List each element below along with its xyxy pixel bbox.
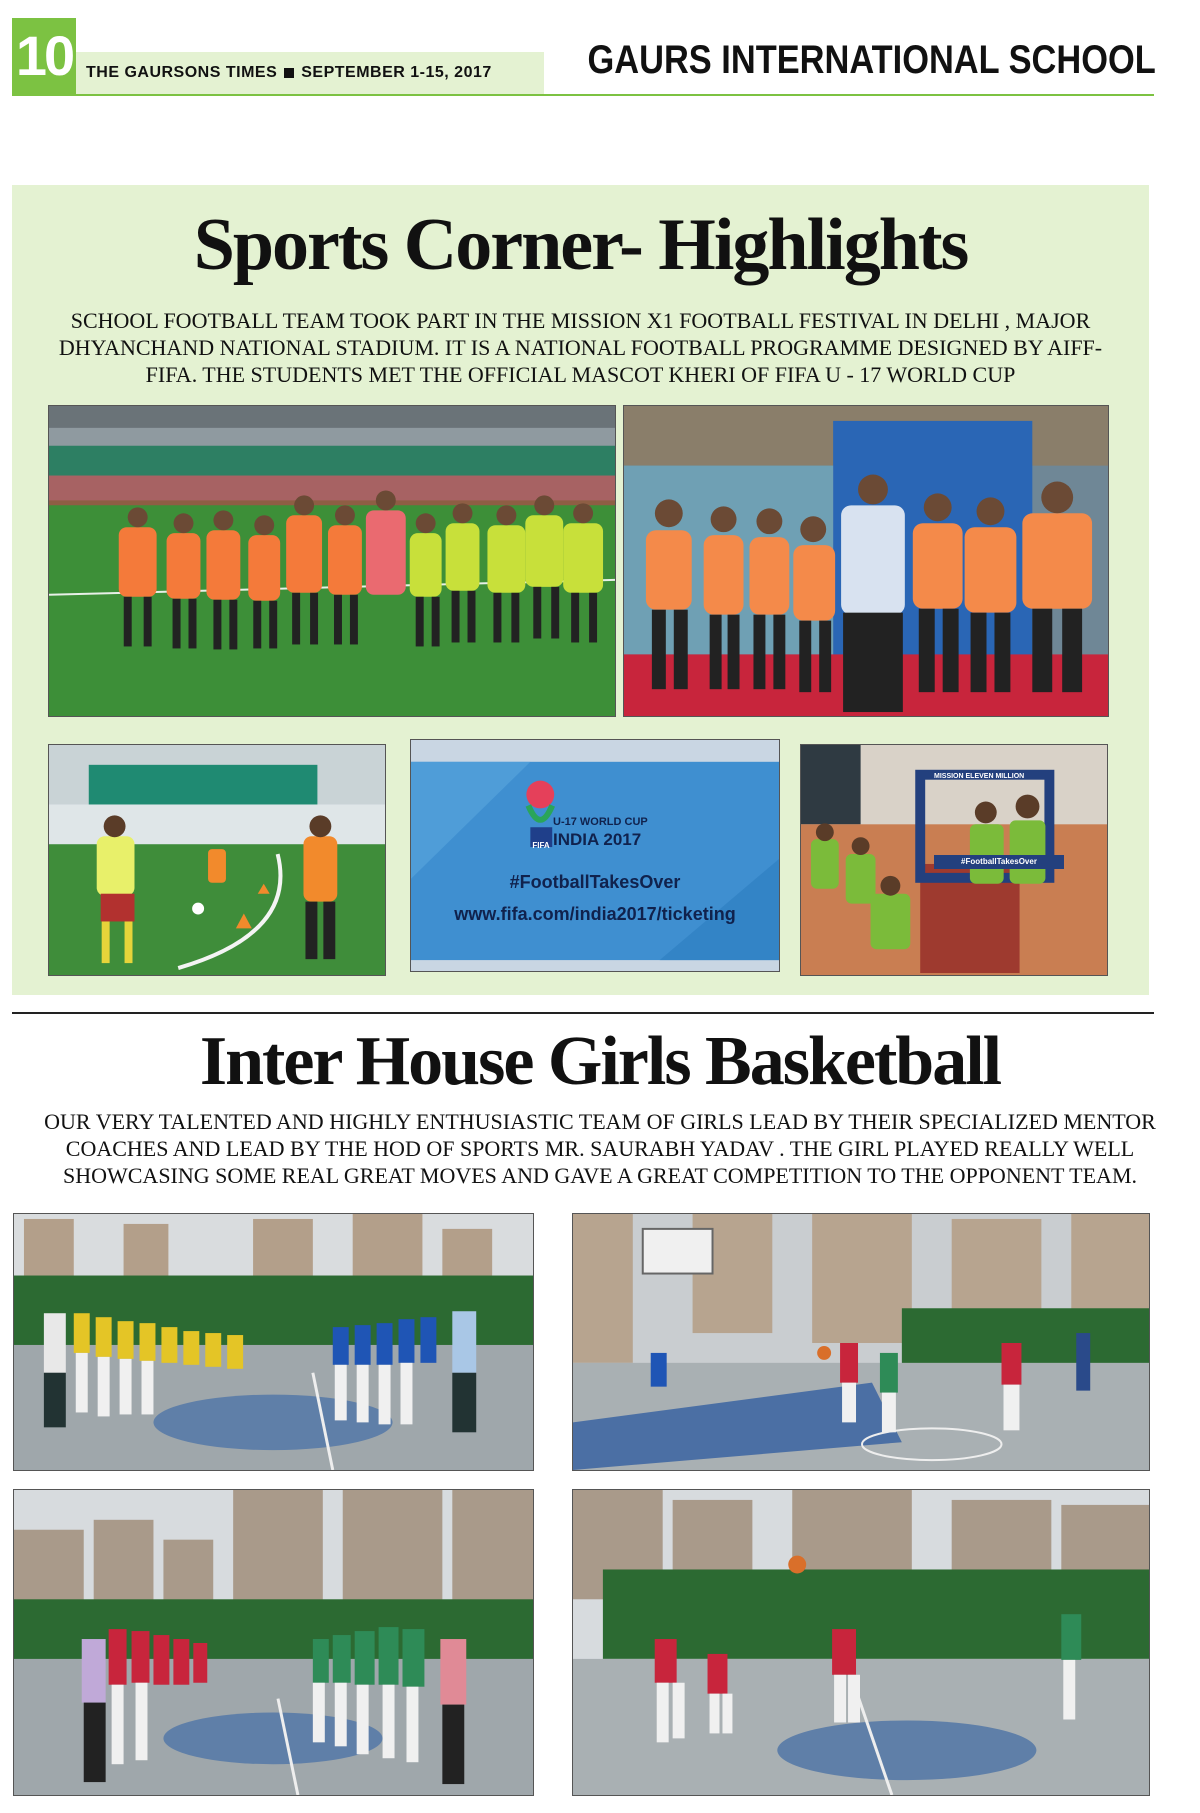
photo-basketball-match-2	[572, 1489, 1150, 1796]
photo-basketball-team-lineup-red-green	[13, 1489, 534, 1796]
photo-football-team-stadium	[48, 405, 616, 717]
basketball-description: OUR VERY TALENTED AND HIGHLY ENTHUSIASTIC TEAM OF GIRLS LEAD BY THEIR SPECIALIZED MENTOR COACHES AND LEAD BY THE HOD OF SPORTS MR. SAURABH YADAV . THE GIRL PLAYED REALLY WELL SHOWCASING SOME REAL GREAT MOVES AND GAVE A GREAT COMPETITION TO THE OPPONENT TEAM.	[44, 1109, 1156, 1188]
banner-url: www.fifa.com/india2017/ticketing	[454, 904, 736, 924]
banner-hashtag: #FootballTakesOver	[509, 872, 681, 892]
sports-corner-description: SCHOOL FOOTBALL TEAM TOOK PART IN THE MISSION X1 FOOTBALL FESTIVAL IN DELHI , MAJOR DHYANCHAND NATIONAL STADIUM. IT IS A NATIONAL FOOTBALL PROGRAMME DESIGNED BY AIFF-FIFA. THE STUDENTS MET THE OFFICIAL MASCOT KHERI OF FIFA U - 17 WORLD CUP	[58, 308, 1103, 387]
issue-date: SEPTEMBER 1-15, 2017	[301, 64, 492, 81]
selfie-frame-hashtag: #FootballTakesOver	[934, 855, 1064, 869]
section-divider	[12, 1012, 1154, 1014]
fifa-logo-text: FIFA	[532, 841, 550, 850]
publication-bar	[76, 52, 544, 94]
selfie-frame-top-text: MISSION ELEVEN MILLION	[934, 773, 1025, 780]
match-2-illustration	[573, 1490, 1149, 1795]
publication-name: THE GAURSONS TIMES	[86, 64, 278, 81]
stadium-team-illustration	[49, 406, 615, 716]
header-rule	[12, 94, 1154, 96]
basketball-title: Inter House Girls Basketball	[199, 1023, 1001, 1100]
square-bullet-icon	[284, 68, 294, 78]
photo-fifa-banner	[410, 739, 780, 972]
drill-illustration	[49, 745, 385, 975]
photo-football-drill	[48, 744, 386, 976]
sports-corner-title: Sports Corner- Highlights	[193, 204, 968, 286]
school-name: GAURS INTERNATIONAL SCHOOL	[587, 38, 1156, 82]
lineup-red-green-illustration	[14, 1490, 533, 1795]
photo-basketball-match-1	[572, 1213, 1150, 1471]
banner-event: U-17 WORLD CUP	[553, 816, 648, 828]
lineup-yellow-illustration	[14, 1214, 533, 1470]
photo-basketball-team-lineup-yellow	[13, 1213, 534, 1471]
match-1-illustration	[573, 1214, 1149, 1470]
banner-host: INDIA 2017	[553, 830, 642, 849]
fifa-banner-board	[411, 740, 779, 971]
page-number: 10	[12, 18, 76, 94]
photo-football-team-coach	[623, 405, 1109, 717]
team-coach-illustration	[624, 406, 1108, 716]
